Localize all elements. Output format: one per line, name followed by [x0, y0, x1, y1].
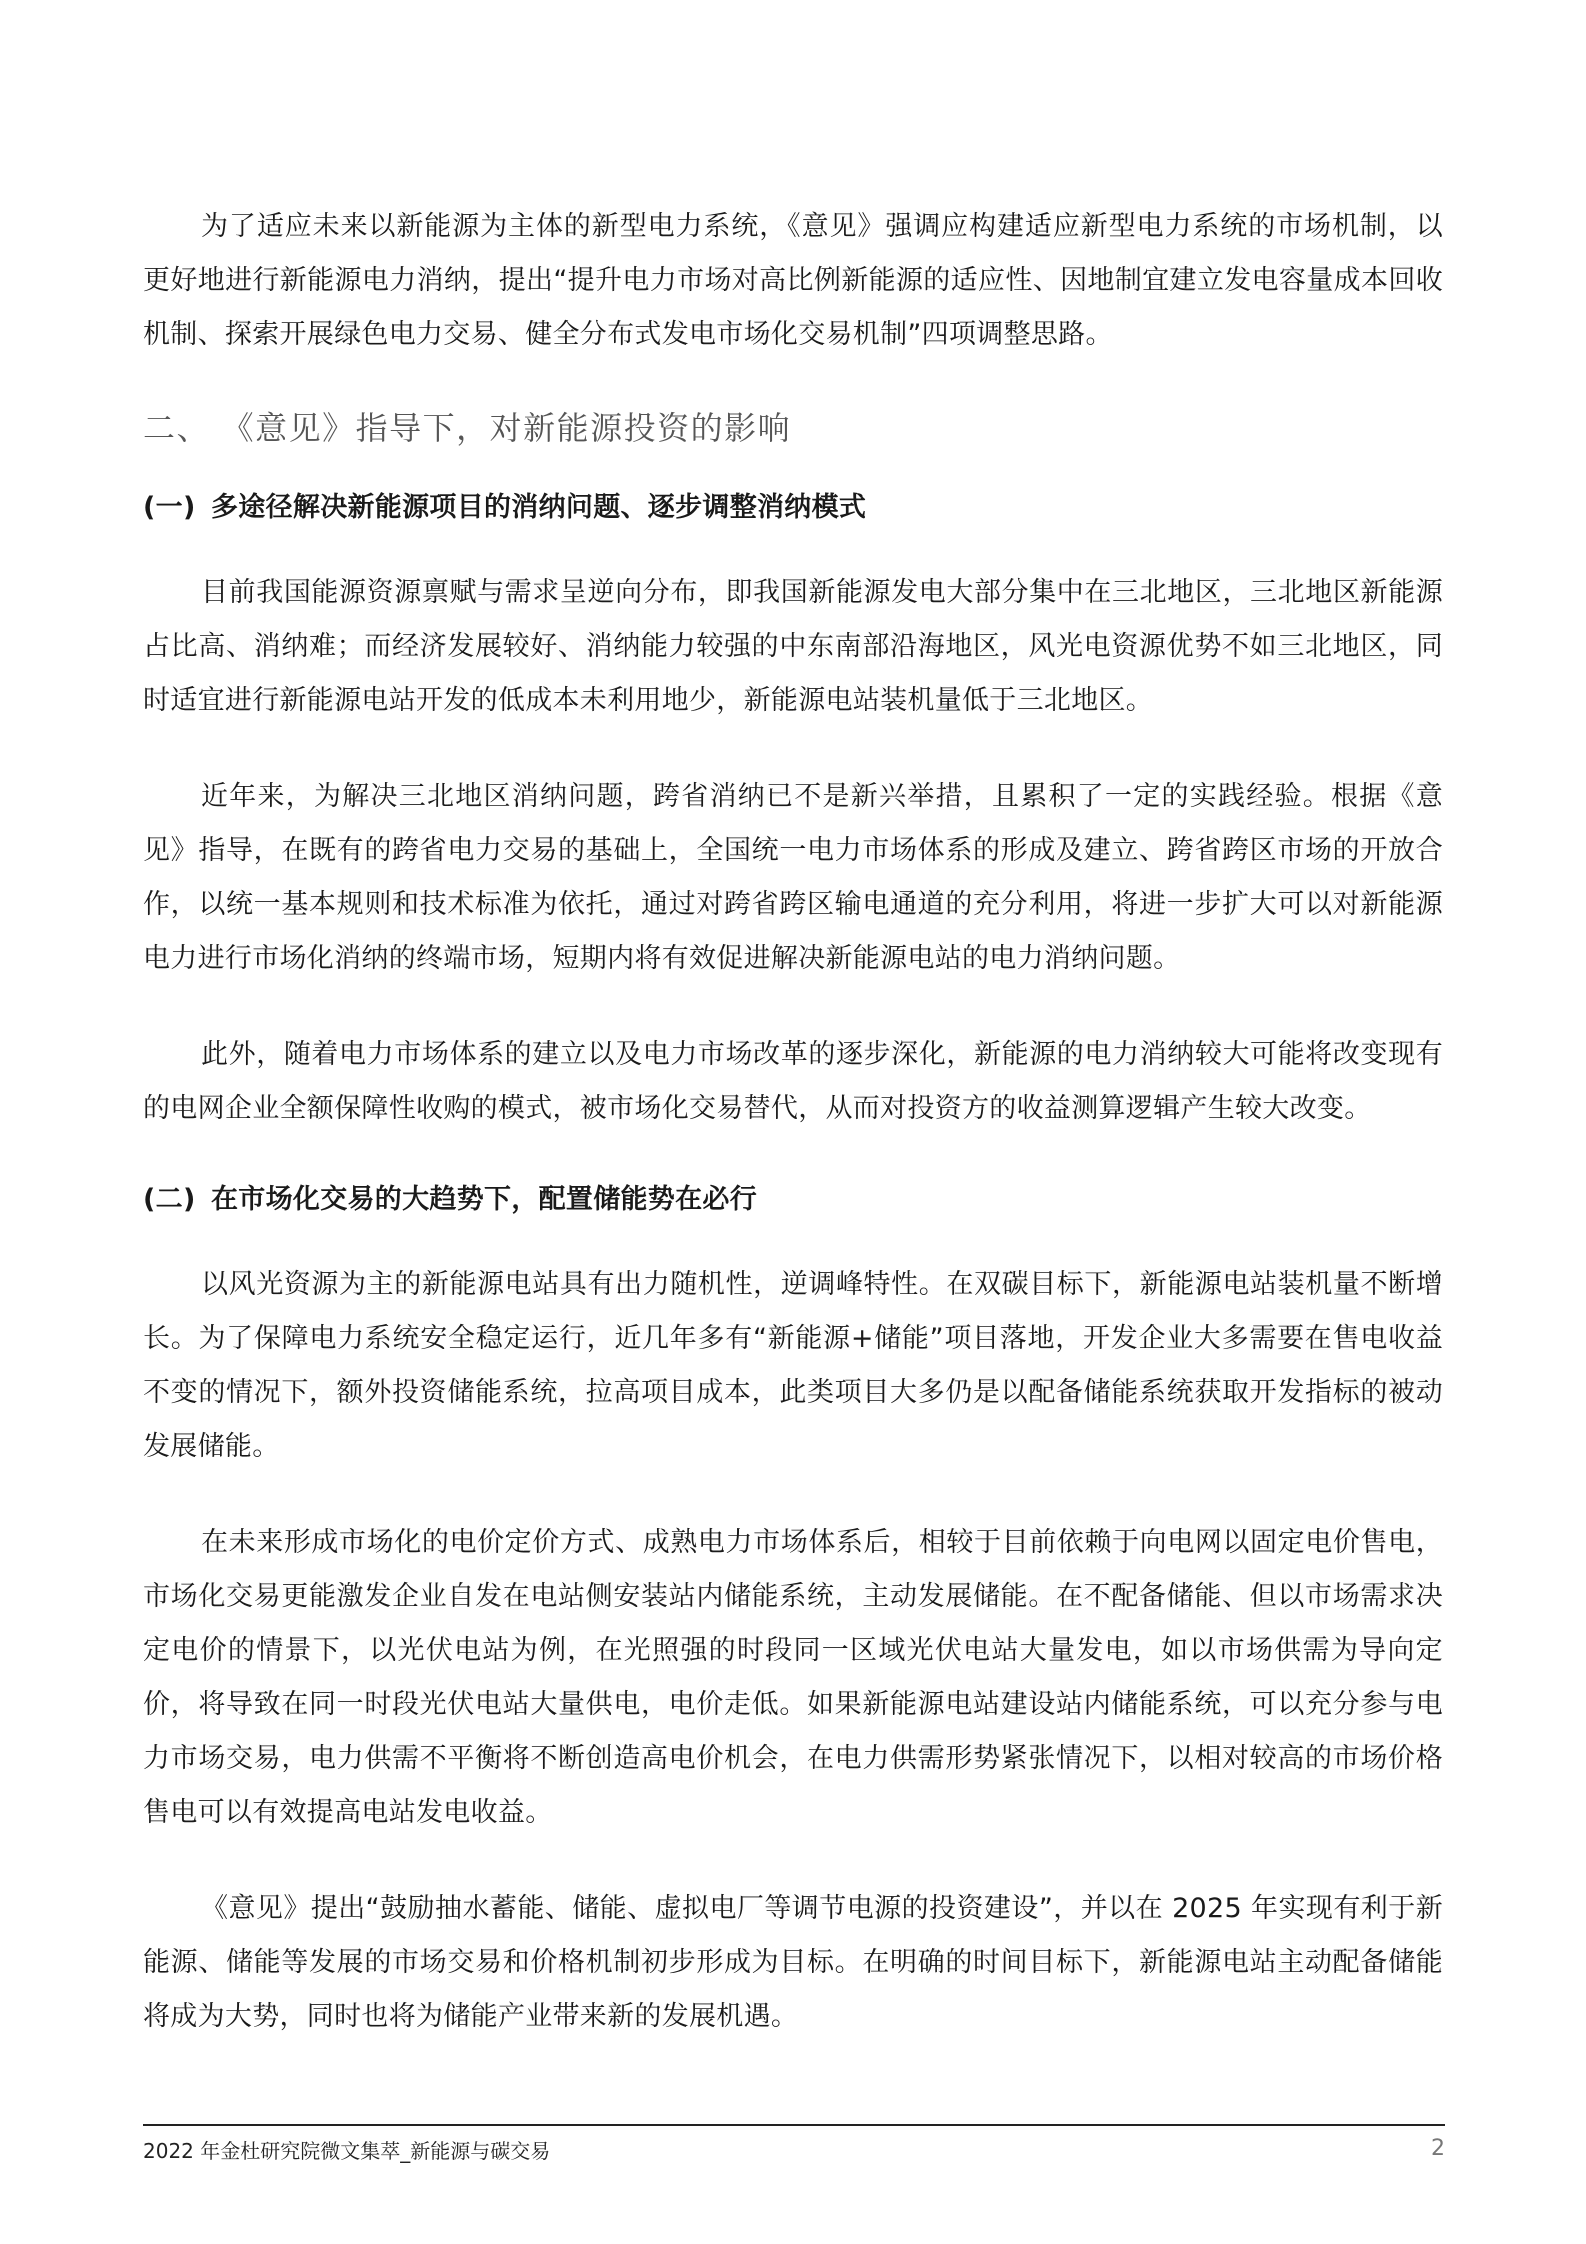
- paragraph-wind-solar: 以风光资源为主的新能源电站具有出力随机性，逆调峰特性。在双碳目标下，新能源电站装机量不断增长。为了保障电力系统安全稳定运行，近几年多有“新能源+储能”项目落地，开发企业大多需要在售电收益不变的情况下，额外投资储能系统，拉高项目成本，此类项目大多仍是以配备储能系统获取开发指标的被动发展储能。: [143, 1269, 1443, 1462]
- subheading-consumption: [143, 486, 1443, 530]
- subheading-title: 在市场化交易的大趋势下，配置储能势在必行: [211, 1184, 757, 1215]
- paragraph-cross-province: 近年来，为解决三北地区消纳问题，跨省消纳已不是新兴举措，且累积了一定的实践经验。根据《意见》指导，在既有的跨省电力交易的基础上，全国统一电力市场体系的形成及建立、跨省跨区市场的开放合作，以统一基本规则和技术标准为依托，通过对跨省跨区输电通道的充分利用，将进一步扩大可以对新能源电力进行市场化消纳的终端市场，短期内将有效促进解决新能源电站的电力消纳问题。: [143, 781, 1443, 974]
- subheading-storage: [143, 1178, 1443, 1222]
- paragraph-resource-distribution: 目前我国能源资源禀赋与需求呈逆向分布，即我国新能源发电大部分集中在三北地区，三北地区新能源占比高、消纳难；而经济发展较好、消纳能力较强的中东南部沿海地区，风光电资源优势不如三北地区，同时适宜进行新能源电站开发的低成本未利用地少，新能源电站装机量低于三北地区。: [143, 577, 1443, 716]
- paragraph-market-reform: 此外，随着电力市场体系的建立以及电力市场改革的逐步深化，新能源的电力消纳较大可能将改变现有的电网企业全额保障性收购的模式，被市场化交易替代，从而对投资方的收益测算逻辑产生较大改变。: [143, 1039, 1443, 1124]
- paragraph-opinion-2025: 《意见》提出“鼓励抽水蓄能、储能、虚拟电厂等调节电源的投资建设”，并以在 2025 年实现有利于新能源、储能等发展的市场交易和价格机制初步形成为目标。在明确的时间目标下，新能源电站主动配备储能将成为大势，同时也将为储能产业带来新的发展机遇。: [143, 1893, 1443, 2032]
- subheading-title: 多途径解决新能源项目的消纳问题、逐步调整消纳模式: [211, 492, 867, 523]
- footer-title: 2022 年金杜研究院微文集萃_新能源与碳交易: [143, 2139, 551, 2163]
- paragraph-future-pricing: 在未来形成市场化的电价定价方式、成熟电力市场体系后，相较于目前依赖于向电网以固定电价售电，市场化交易更能激发企业自发在电站侧安装站内储能系统，主动发展储能。在不配备储能、但以市场需求决定电价的情景下，以光伏电站为例，在光照强的时段同一区域光伏电站大量发电，如以市场供需为导向定价，将导致在同一时段光伏电站大量供电，电价走低。如果新能源电站建设站内储能系统，可以充分参与电力市场交易，电力供需不平衡将不断创造高电价机会，在电力供需形势紧张情况下，以相对较高的市场价格售电可以有效提高电站发电收益。: [143, 1527, 1443, 1828]
- section-heading: 二、 《意见》指导下，对新能源投资的影响: [143, 409, 792, 447]
- document-body: [143, 200, 1443, 2086]
- subheading-number: (一): [143, 492, 196, 523]
- page-number: 2: [1431, 2136, 1445, 2161]
- subheading-number: (二): [143, 1184, 196, 1215]
- paragraph-market-mechanism: 为了适应未来以新能源为主体的新型电力系统，《意见》强调应构建适应新型电力系统的市场机制，以更好地进行新能源电力消纳，提出“提升电力市场对高比例新能源的适应性、因地制宜建立发电容量成本回收机制、探索开展绿色电力交易、健全分布式发电市场化交易机制”四项调整思路。: [143, 211, 1443, 350]
- footer-divider: [143, 2124, 1445, 2126]
